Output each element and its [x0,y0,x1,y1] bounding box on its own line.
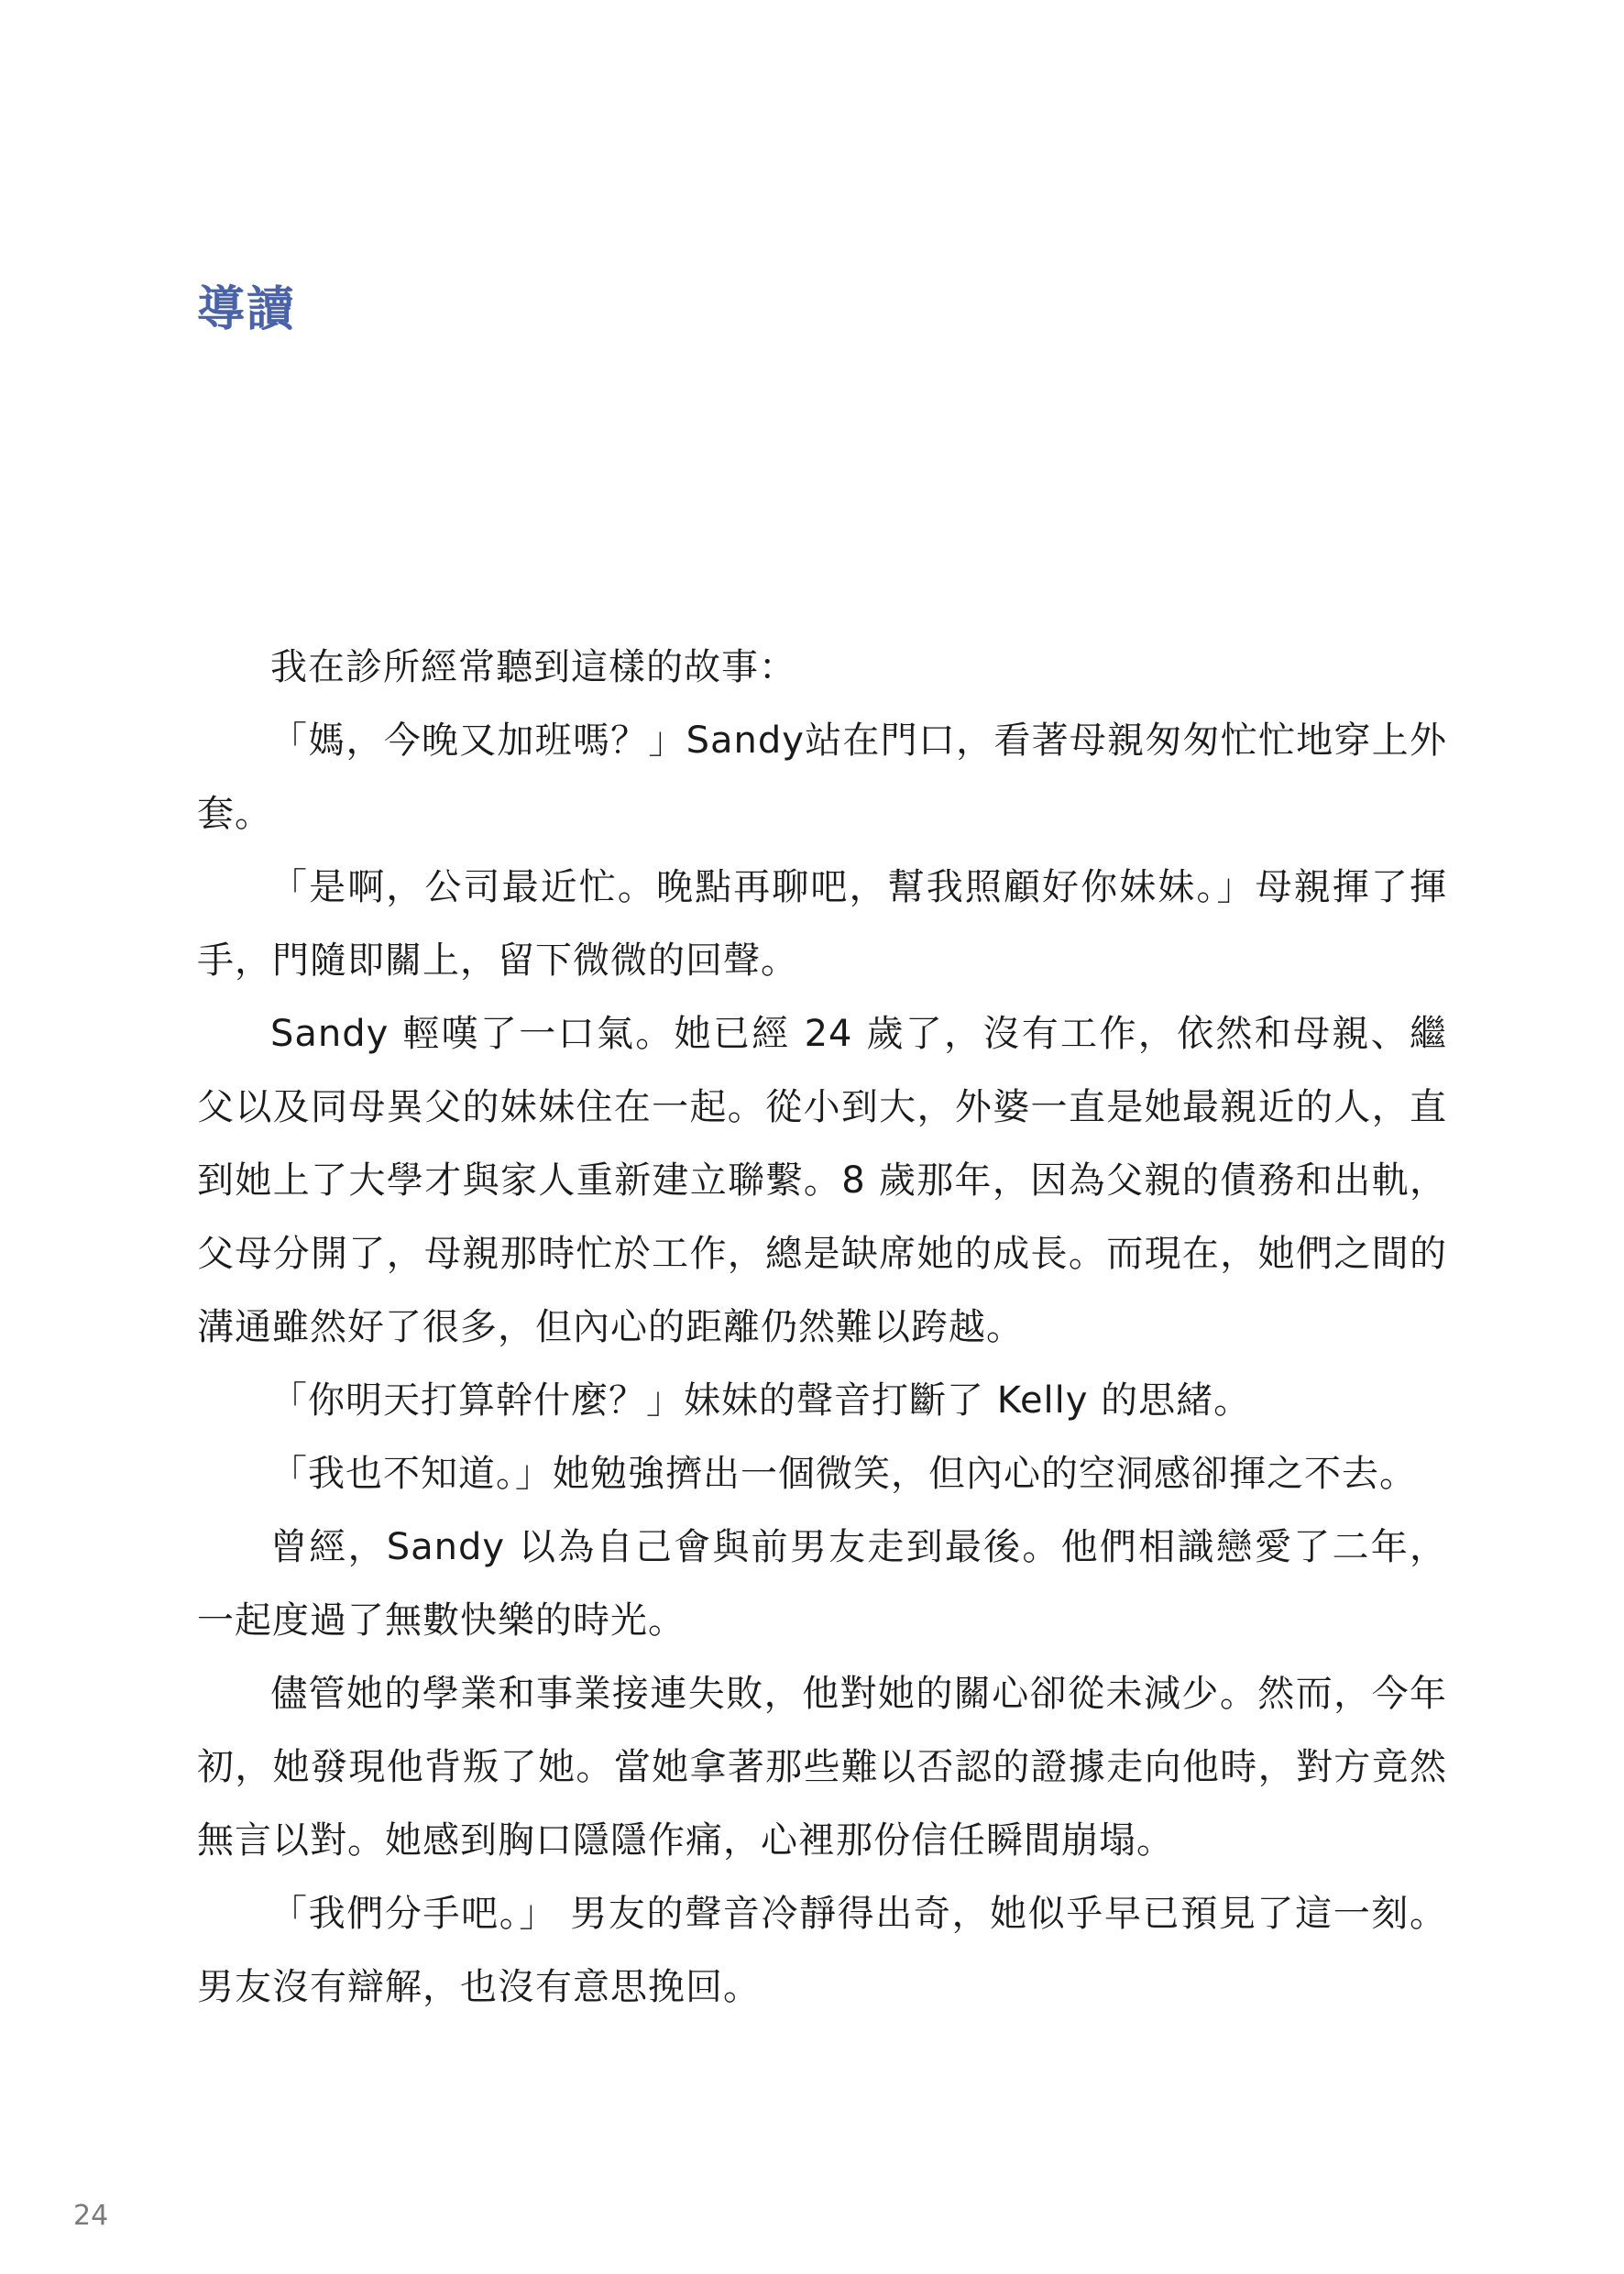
paragraph: Sandy 輕嘆了一口氣。她已經 24 歲了，沒有工作，依然和母親、繼父以及同母異父的妹妹住在一起。從小到大，外婆一直是她最親近的人，直到她上了大學才與家人重新建立聯繫。8 歲那年，因為父親的債務和出軌，父母分開了，母親那時忙於工作，總是缺席她的成長。而現在，她們之間的溝通雖然好了很多，但內心的距離仍然難以跨越。 [197,1013,1447,1348]
page-title: 導讀 [197,282,297,337]
paragraph: 儘管她的學業和事業接連失敗，他對她的關心卻從未減少。然而，今年初，她發現他背叛了她。當她拿著那些難以否認的證據走向他時，對方竟然無言以對。她感到胸口隱隱作痛，心裡那份信任瞬間崩塌。 [197,1673,1447,1862]
paragraph: 「媽，今晚又加班嗎？」Sandy站在門口，看著母親匆匆忙忙地穿上外套。 [197,720,1447,835]
page-number: 24 [73,2200,109,2232]
paragraph: 「你明天打算幹什麼？」妹妹的聲音打斷了 Kelly 的思緒。 [270,1379,1252,1422]
body-text [197,631,1447,2024]
paragraph: 「是啊，公司最近忙。晚點再聊吧，幫我照顧好你妹妹。」母親揮了揮手，門隨即關上，留下微微的回聲。 [197,866,1447,982]
paragraph: 曾經，Sandy 以為自己會與前男友走到最後。他們相識戀愛了二年，一起度過了無數快樂的時光。 [197,1526,1447,1642]
paragraph: 「我也不知道。」她勉強擠出一個微笑，但內心的空洞感卻揮之不去。 [270,1453,1417,1495]
paragraph: 我在診所經常聽到這樣的故事： [270,646,796,688]
paragraph: 「我們分手吧。」 男友的聲音冷靜得出奇，她似乎早已預見了這一刻。男友沒有辯解，也沒有意思挽回。 [197,1893,1447,2008]
